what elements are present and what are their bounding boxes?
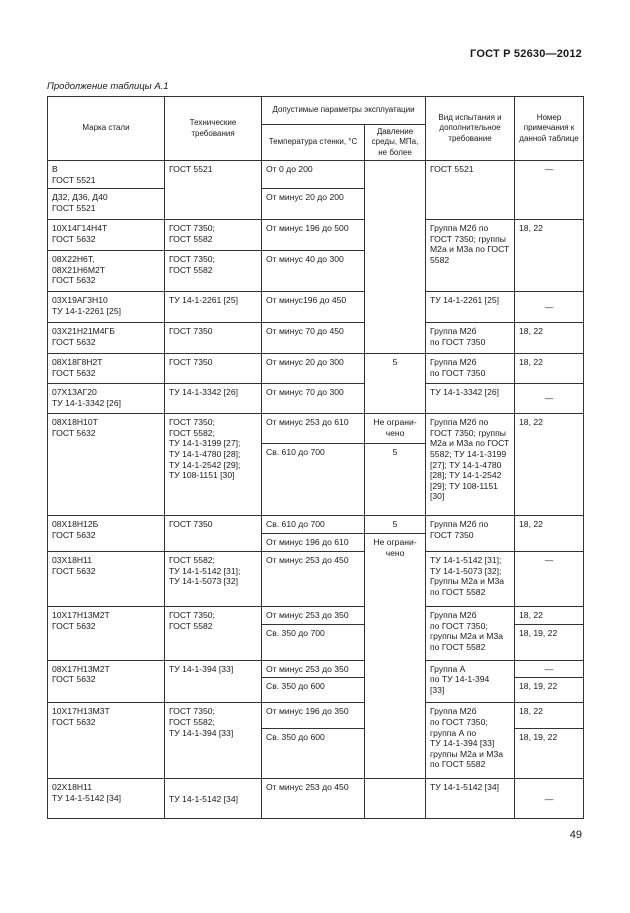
temperature-cell: Св. 350 до 600 bbox=[262, 729, 365, 779]
tech-req-cell: ГОСТ 7350; ГОСТ 5582 bbox=[165, 220, 262, 251]
table-row bbox=[48, 779, 584, 819]
tech-req-cell: ГОСТ 7350; ГОСТ 5582; ТУ 14-1-3199 [27]; ТУ 14-1-4780 [28]; ТУ 14-1-2542 [29]; ТУ 108-1151 [30] bbox=[165, 414, 262, 516]
note-cell: — bbox=[515, 552, 584, 607]
note-cell: — bbox=[515, 292, 584, 323]
temperature-cell: Св. 350 до 700 bbox=[262, 624, 365, 660]
note-cell: 18, 19, 22 bbox=[515, 729, 584, 779]
tech-req-cell: ГОСТ 7350 bbox=[165, 354, 262, 384]
test-cell: ТУ 14-1-5142 [34] bbox=[426, 779, 515, 819]
tech-req-cell: ТУ 14-1-5142 [34] bbox=[165, 779, 262, 819]
table-row bbox=[48, 323, 584, 354]
pressure-cell bbox=[365, 779, 426, 819]
temperature-cell: От минус 20 до 200 bbox=[262, 189, 365, 220]
temperature-cell: От минус 70 до 300 bbox=[262, 384, 365, 414]
test-cell: Группа М2б по ГОСТ 7350; группа А по ТУ 14-1-394 [33] группы М2а и М3а по ГОСТ 5582 bbox=[426, 703, 515, 779]
pressure-cell: 5 bbox=[365, 516, 426, 534]
temperature-cell: От минус 253 до 610 bbox=[262, 414, 365, 444]
note-cell: 18, 19, 22 bbox=[515, 678, 584, 703]
steel-grade-cell: Д32, Д36, Д40 ГОСТ 5521 bbox=[48, 189, 165, 220]
temperature-cell: От минус 196 до 610 bbox=[262, 534, 365, 552]
note-cell: 18, 22 bbox=[515, 516, 584, 552]
steel-grade-cell: В ГОСТ 5521 bbox=[48, 161, 165, 189]
note-cell: — bbox=[515, 779, 584, 819]
steel-grades-table bbox=[47, 96, 584, 819]
tech-req-cell: ГОСТ 5521 bbox=[165, 161, 262, 220]
steel-grade-cell: 08Х18Н12Б ГОСТ 5632 bbox=[48, 516, 165, 552]
header-tech-requirements: Технические требования bbox=[165, 97, 262, 161]
page-number: 49 bbox=[569, 829, 582, 841]
tech-req-cell: ГОСТ 7350 bbox=[165, 323, 262, 354]
steel-grade-cell: 10Х17Н13М3Т ГОСТ 5632 bbox=[48, 703, 165, 779]
temperature-cell: От минус 40 до 300 bbox=[262, 251, 365, 292]
temperature-cell: Св. 610 до 700 bbox=[262, 516, 365, 534]
steel-grade-cell: 08Х22Н6Т, 08Х21Н6М2Т ГОСТ 5632 bbox=[48, 251, 165, 292]
note-cell: 18, 22 bbox=[515, 323, 584, 354]
steel-grade-cell: 08Х18Н10Т ГОСТ 5632 bbox=[48, 414, 165, 516]
tech-req-cell: ГОСТ 5582; ТУ 14-1-5142 [31]; ТУ 14-1-5073 [32] bbox=[165, 552, 262, 607]
header-operating-params: Допустимые параметры эксплуатации bbox=[262, 97, 426, 125]
note-cell: 18, 19, 22 bbox=[515, 624, 584, 660]
note-cell: 18, 22 bbox=[515, 414, 584, 516]
steel-grade-cell: 07Х13АГ20 ТУ 14-1-3342 [26] bbox=[48, 384, 165, 414]
temperature-cell: Св. 350 до 600 bbox=[262, 678, 365, 703]
table-row bbox=[48, 552, 584, 607]
pressure-cell bbox=[365, 323, 426, 354]
temperature-cell: От 0 до 200 bbox=[262, 161, 365, 189]
pressure-cell bbox=[365, 292, 426, 323]
header-wall-temperature: Температура стенки, °С bbox=[262, 125, 365, 161]
steel-grade-cell: 10Х14Г14Н4Т ГОСТ 5632 bbox=[48, 220, 165, 251]
header-steel-grade: Марка стали bbox=[48, 97, 165, 161]
tech-req-cell: ГОСТ 7350 bbox=[165, 516, 262, 552]
table-row bbox=[48, 292, 584, 323]
temperature-cell: От минус 196 до 350 bbox=[262, 703, 365, 729]
note-cell: — bbox=[515, 384, 584, 414]
note-cell: — bbox=[515, 161, 584, 220]
test-cell: ГОСТ 5521 bbox=[426, 161, 515, 220]
tech-req-cell: ТУ 14-1-3342 [26] bbox=[165, 384, 262, 414]
table-row bbox=[48, 660, 584, 678]
test-cell: Группа А по ТУ 14-1-394 [33] bbox=[426, 660, 515, 703]
table-row bbox=[48, 354, 584, 384]
note-cell: — bbox=[515, 660, 584, 678]
temperature-cell: От минус 253 до 350 bbox=[262, 660, 365, 678]
test-cell: ТУ 14-1-3342 [26] bbox=[426, 384, 515, 414]
pressure-cell bbox=[365, 220, 426, 251]
table-row bbox=[48, 161, 584, 189]
pressure-cell: 5 bbox=[365, 354, 426, 414]
tech-req-cell: ГОСТ 7350; ГОСТ 5582 bbox=[165, 607, 262, 661]
header-note-number: Номер примечания к данной таблице bbox=[515, 97, 584, 161]
test-cell: Группа М2б по ГОСТ 7350; группы М2а и М3а по ГОСТ 5582; ТУ 14-1-3199 [27]; ТУ 14-1-4780 [28]; ТУ 14-1-2542 [29]; ТУ 108-1151 [30] bbox=[426, 414, 515, 516]
test-cell: Группа М2б по ГОСТ 7350 bbox=[426, 354, 515, 384]
temperature-cell: От минус 253 до 450 bbox=[262, 779, 365, 819]
tech-req-cell: ГОСТ 7350; ГОСТ 5582 bbox=[165, 251, 262, 292]
table-row bbox=[48, 414, 584, 444]
note-cell: 18, 22 bbox=[515, 703, 584, 729]
steel-grade-cell: 10Х17Н13М2Т ГОСТ 5632 bbox=[48, 607, 165, 661]
tech-req-cell: ТУ 14-1-394 [33] bbox=[165, 660, 262, 703]
pressure-cell bbox=[365, 251, 426, 292]
table-row bbox=[48, 384, 584, 414]
test-cell: ТУ 14-1-2261 [25] bbox=[426, 292, 515, 323]
pressure-cell bbox=[365, 161, 426, 189]
test-cell: Группа М2б по ГОСТ 7350; группы М2а и М3а по ГОСТ 5582 bbox=[426, 220, 515, 292]
pressure-cell: Не ограни- чено bbox=[365, 414, 426, 444]
table-row bbox=[48, 607, 584, 625]
temperature-cell: От минус 196 до 500 bbox=[262, 220, 365, 251]
note-cell: 18, 22 bbox=[515, 607, 584, 625]
temperature-cell: От минус 20 до 300 bbox=[262, 354, 365, 384]
steel-grade-cell: 08Х18Г8Н2Т ГОСТ 5632 bbox=[48, 354, 165, 384]
temperature-cell: От минус 253 до 350 bbox=[262, 607, 365, 625]
note-cell: 18, 22 bbox=[515, 354, 584, 384]
table-row bbox=[48, 516, 584, 534]
temperature-cell: Св. 610 до 700 bbox=[262, 444, 365, 516]
test-cell: Группа М2б по ГОСТ 7350 bbox=[426, 323, 515, 354]
table-row bbox=[48, 220, 584, 251]
document-code: ГОСТ Р 52630—2012 bbox=[470, 48, 582, 60]
test-cell: Группа М2б по ГОСТ 7350 bbox=[426, 516, 515, 552]
temperature-cell: От минус196 до 450 bbox=[262, 292, 365, 323]
tech-req-cell: ГОСТ 7350; ГОСТ 5582; ТУ 14-1-394 [33] bbox=[165, 703, 262, 779]
temperature-cell: От минус 253 до 450 bbox=[262, 552, 365, 607]
steel-grade-cell: 03Х19АГ3Н10 ТУ 14-1-2261 [25] bbox=[48, 292, 165, 323]
pressure-cell: 5 bbox=[365, 444, 426, 516]
test-cell: ТУ 14-1-5142 [31]; ТУ 14-1-5073 [32]; Группы М2а и М3а по ГОСТ 5582 bbox=[426, 552, 515, 607]
note-cell: 18, 22 bbox=[515, 220, 584, 292]
header-pressure: Давление среды, МПа, не более bbox=[365, 125, 426, 161]
pressure-cell bbox=[365, 189, 426, 220]
steel-grade-cell: 02Х18Н11 ТУ 14-1-5142 [34] bbox=[48, 779, 165, 819]
pressure-cell: Не ограни- чено bbox=[365, 534, 426, 779]
steel-grade-cell: 03Х18Н11 ГОСТ 5632 bbox=[48, 552, 165, 607]
temperature-cell: От минус 70 до 450 bbox=[262, 323, 365, 354]
tech-req-cell: ТУ 14-1-2261 [25] bbox=[165, 292, 262, 323]
table-continuation-caption: Продолжение таблицы А.1 bbox=[47, 81, 169, 92]
test-cell: Группа М2б по ГОСТ 7350; группы М2а и М3а по ГОСТ 5582 bbox=[426, 607, 515, 661]
steel-grade-cell: 03Х21Н21М4ГБ ГОСТ 5632 bbox=[48, 323, 165, 354]
steel-grade-cell: 08Х17Н13М2Т ГОСТ 5632 bbox=[48, 660, 165, 703]
header-test-type: Вид испытания и дополнительное требование bbox=[426, 97, 515, 161]
table-row bbox=[48, 703, 584, 729]
